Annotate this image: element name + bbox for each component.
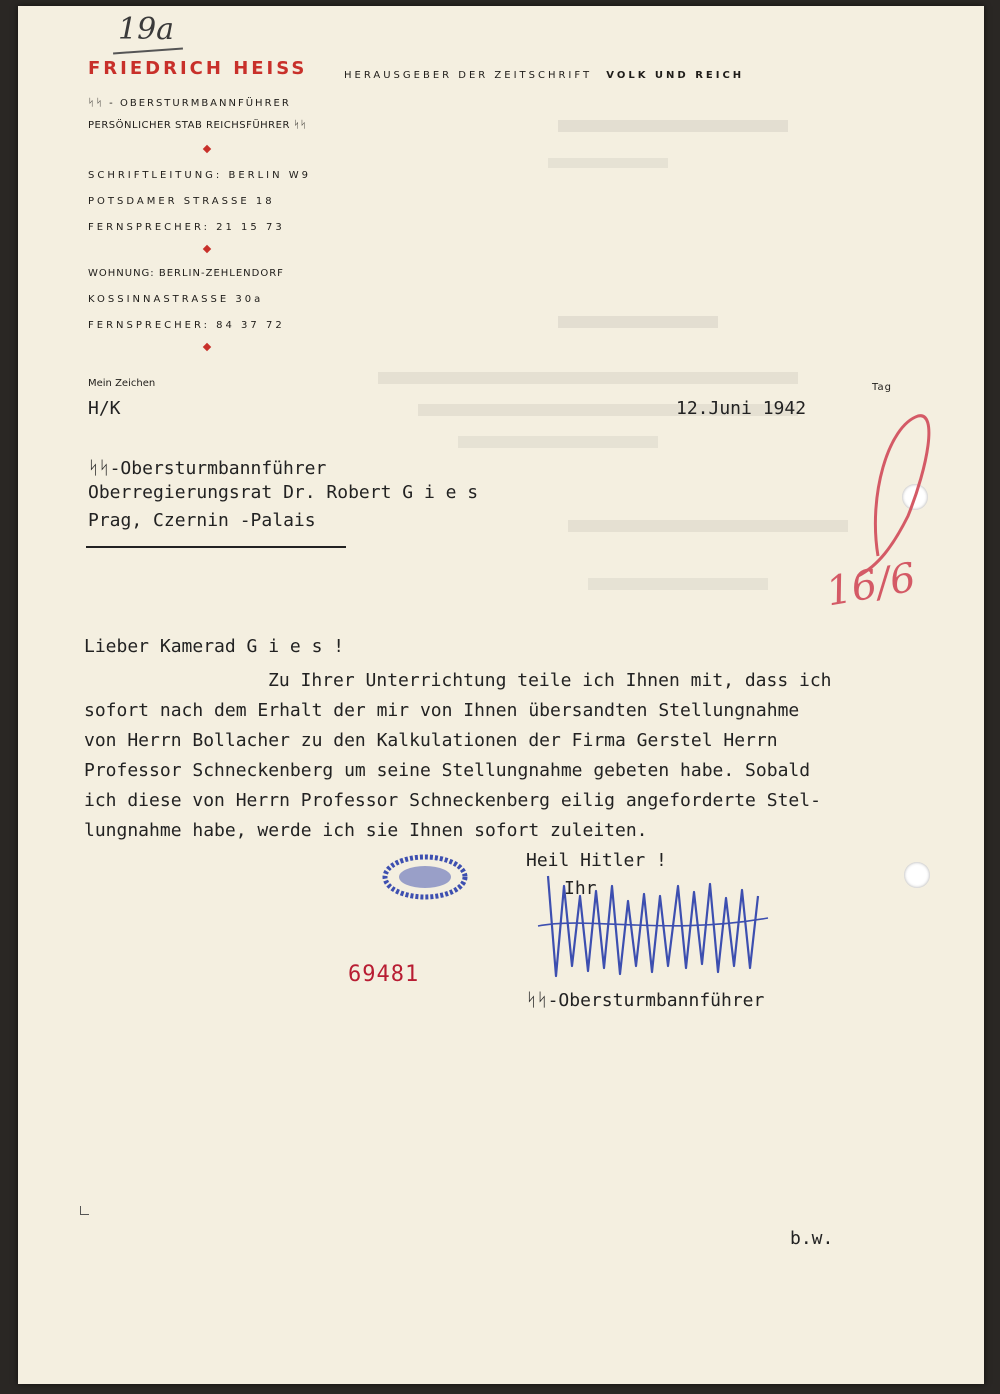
salutation: Lieber Kamerad G i e s ! bbox=[84, 636, 345, 657]
recipient-underline bbox=[86, 546, 346, 548]
divider-diamond bbox=[203, 343, 211, 351]
closing-ihr: Ihr bbox=[564, 878, 597, 899]
corner-mark bbox=[80, 1206, 89, 1215]
reference-label: Mein Zeichen bbox=[88, 378, 156, 389]
signature bbox=[528, 856, 788, 986]
recipient-rank: ᛋᛋ-Obersturmbannführer bbox=[88, 458, 327, 479]
stamp-number: 69481 bbox=[348, 962, 420, 987]
body-line: Professor Schneckenberg um seine Stellungnahme gebeten habe. Sobald bbox=[84, 760, 811, 781]
divider-diamond bbox=[203, 145, 211, 153]
home-address-2: KOSSINNASTRASSE 30a bbox=[88, 294, 264, 305]
archive-note-underline bbox=[113, 48, 183, 55]
office-address-2: POTSDAMER STRASSE 18 bbox=[88, 196, 275, 207]
letterhead-name: FRIEDRICH HEISS bbox=[88, 58, 308, 79]
day-label: Tag bbox=[872, 382, 892, 393]
red-pencil-number: 16/6 bbox=[822, 554, 920, 616]
home-address-1: WOHNUNG: BERLIN-ZEHLENDORF bbox=[88, 268, 284, 279]
body-line: sofort nach dem Erhalt der mir von Ihnen übersandten Stellungnahme bbox=[84, 700, 800, 721]
letter-date: 12.Juni 1942 bbox=[676, 398, 807, 419]
letter-page bbox=[18, 6, 984, 1384]
archive-note: 19a bbox=[118, 12, 175, 47]
letterhead-tagline-text: HERAUSGEBER DER ZEITSCHRIFT bbox=[344, 70, 593, 81]
reference-code: H/K bbox=[88, 398, 121, 419]
office-phone: FERNSPRECHER: 21 15 73 bbox=[88, 222, 285, 233]
body-line: ich diese von Herrn Professor Schneckenberg eilig angeforderte Stel- bbox=[84, 790, 821, 811]
letterhead-staff: PERSÖNLICHER STAB REICHSFÜHRER ᛋᛋ bbox=[88, 120, 307, 131]
closing-greeting: Heil Hitler ! bbox=[526, 850, 667, 871]
footer-bw: b.w. bbox=[790, 1228, 834, 1249]
body-line: von Herrn Bollacher zu den Kalkulationen der Firma Gerstel Herrn bbox=[84, 730, 778, 751]
archive-stamp bbox=[380, 852, 470, 902]
office-address-1: SCHRIFTLEITUNG: BERLIN W9 bbox=[88, 170, 312, 181]
body-line: Zu Ihrer Unterrichtung teile ich Ihnen mit, dass ich bbox=[268, 670, 832, 691]
divider-diamond bbox=[203, 245, 211, 253]
closing-title: ᛋᛋ-Obersturmbannführer bbox=[526, 990, 765, 1011]
recipient-address: Prag, Czernin -Palais bbox=[88, 510, 316, 531]
letterhead-rank: ᛋᛋ - OBERSTURMBANNFÜHRER bbox=[88, 98, 291, 109]
home-phone: FERNSPRECHER: 84 37 72 bbox=[88, 320, 285, 331]
recipient-name: Oberregierungsrat Dr. Robert G i e s bbox=[88, 482, 479, 503]
punch-hole-bottom bbox=[904, 862, 930, 888]
letterhead-publication: VOLK UND REICH bbox=[606, 70, 745, 81]
body-line: lungnahme habe, werde ich sie Ihnen sofort zuleiten. bbox=[84, 820, 648, 841]
letterhead-tagline bbox=[344, 70, 744, 81]
